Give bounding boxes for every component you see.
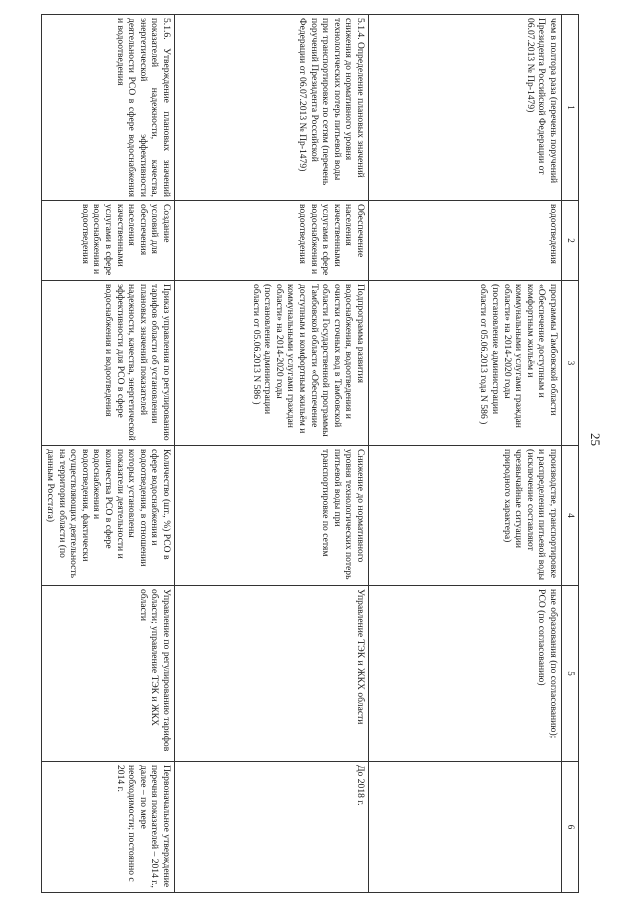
table-row [175,15,369,893]
rotated-page-content [41,14,603,892]
goal-cell: Обеспечение населения качественными услугами в сфере водоснабжения и водоотведения [175,201,369,281]
column-number-row [562,15,579,893]
column-number-cell: 2 [562,201,579,281]
measure-cell: 5.1.6. Утверждение плановых значений показателей надежности, качества, энергетической эффективности деятельности РСО в сфере водоснабжения и водоотведения [42,15,175,201]
responsible-cell: ные образования (по согласованию); РСО (по согласованию) [369,586,562,762]
table-row [369,15,562,893]
document-cell: Подпрограмма развития водоснабжения, водоотведения и очистки сточных вод в Тамбовской области Государственной программы Тамбовской области «Обеспечение доступным и комфортным жильём и коммунальными услугами граждан области» на 2014-2020 годы (постановление администрации области от 05.06.2013 N 586 ) [175,281,369,446]
column-number-cell: 3 [562,281,579,446]
responsible-cell: Управление ТЭК и ЖКХ области [175,586,369,762]
responsible-cell: Управление по регулированию тарифов области; управление ТЭК и ЖКХ области [42,586,175,762]
column-number-cell: 5 [562,586,579,762]
document-cell: Приказ управления по регулированию тарифов области об установлении плановых значений показателей надежности, качества, энергетической эффективности для РСО в сфере водоснабжения и водоотведения [42,281,175,446]
column-number-cell: 4 [562,446,579,586]
column-number-cell: 6 [562,762,579,893]
goal-cell: водоотведения [369,201,562,281]
deadline-cell: Первоначальное утверждение перечня показателей – 2014 г., далее – по мере необходимости; постоянно с 2014 г. [42,762,175,893]
deadline-cell [369,762,562,893]
indicator-cell: Количество (шт., %) РСО в сфере водоснабжения и водоотведения, в отношении которых установлены показатели деятельности и количества РСО в сфере водоснабжения и водоотведения, фактически осуществляющих деятельность на территории области (по данным Росстата) [42,446,175,586]
document-cell: программы Тамбовской области «Обеспечение доступным и комфортным жильём и коммунальными услугами граждан области» на 2014-2020 годы (постановление администрации области от 05.06.2013 года N 586 ) [369,281,562,446]
goal-cell: Создание условий для обеспечения населения качественными услугами в сфере водоснабжения и водоотведения [42,201,175,281]
indicator-cell: Снижение до нормативного уровня технологических потерь питьевой воды при транспортировке по сетям [175,446,369,586]
deadline-cell: До 2018 г. [175,762,369,893]
measure-cell: 5.1.4. Определение плановых значений снижения до нормативного уровня технологических потерь питьевой воды при транспортировке по сетям (перечень поручений Президента Российской Федерации от 06.07.2013 № Пр-1479) [175,15,369,201]
page-number: 25 [588,433,603,446]
table-row [42,15,175,893]
plan-table [41,14,579,893]
column-number-cell: 1 [562,15,579,201]
indicator-cell: производстве, транспортировке и распределении питьевой воды (исключение составляют чрезвычайные ситуации природного характера) [369,446,562,586]
measure-cell: чем в полтора раза (перечень поручений Президента Российской Федерации от 06.07.2013 № Пр-1479) [369,15,562,201]
